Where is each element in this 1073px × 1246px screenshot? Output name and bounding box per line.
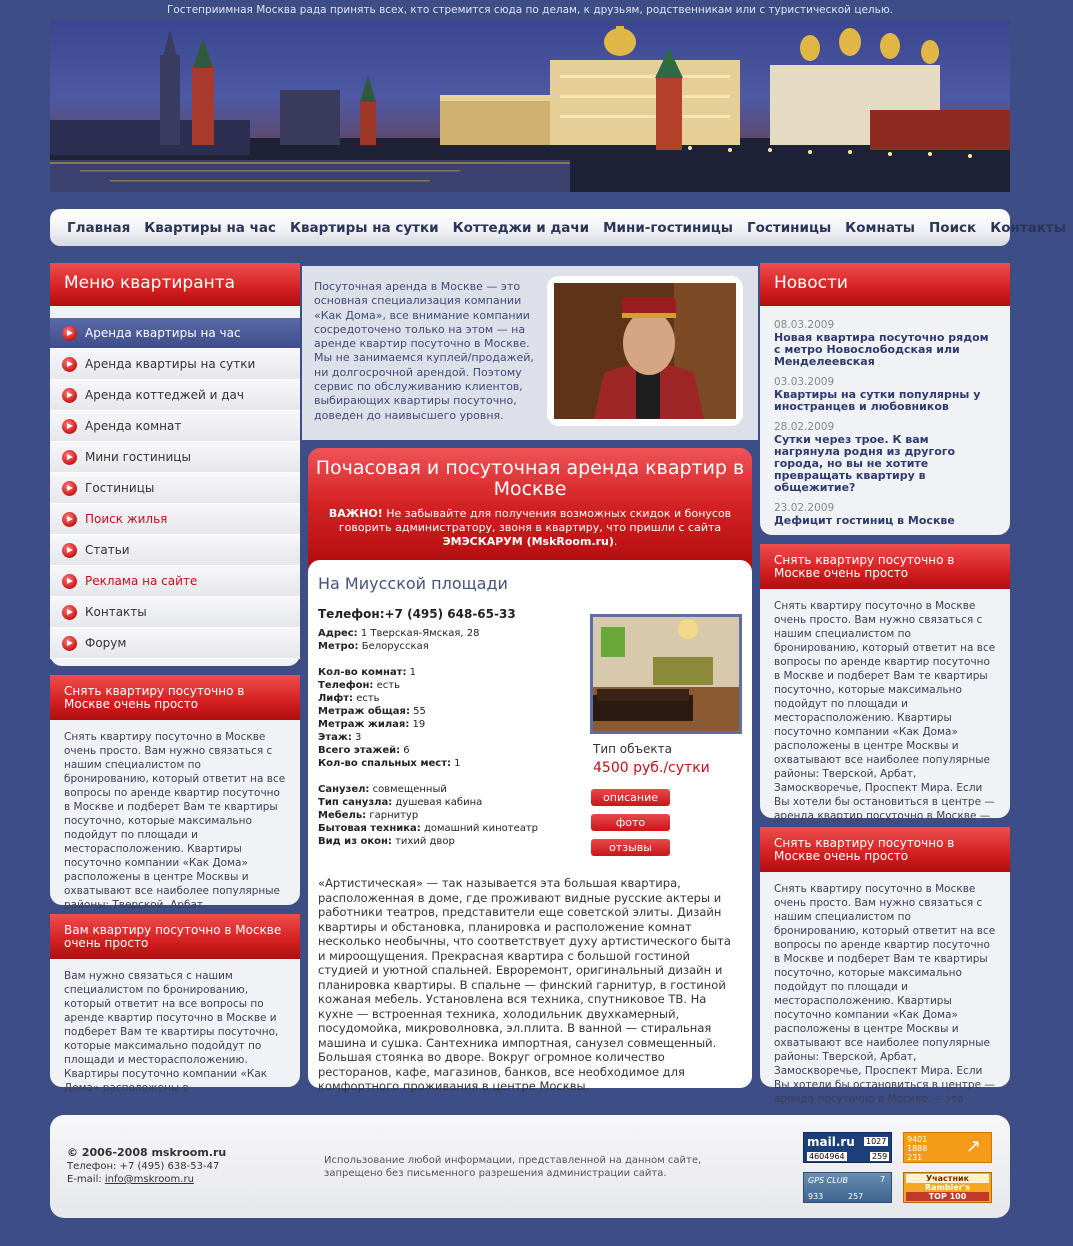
counter-value: 259 [872,1152,888,1161]
prop-row [318,679,588,692]
listing-properties [318,608,588,848]
menu-item-advertising[interactable] [50,566,300,597]
doorman-photo-frame [547,276,743,426]
prop-key: Адрес: [318,628,358,639]
prop-key: Этаж: [318,732,352,743]
prop-row [318,692,588,705]
price: 4500 руб./сутки [593,760,710,776]
news-link[interactable]: Новая квартира посуточно рядом с метро Новослободская или Менделеевская [774,331,989,368]
left-info-box-1-title: Снять квартиру посуточно в Москве очень просто [50,675,300,720]
news-item[interactable] [760,376,1010,413]
prop-value: есть [353,693,380,704]
listing-card [308,560,752,1093]
copyright-notice: Использование любой информации, представленной на данном сайте, запрещено без письменного разрешения администрации сайта. [324,1155,702,1179]
counter-value: 1888 [907,1144,928,1153]
prop-key: Вид из окон: [318,836,392,847]
news-link[interactable]: Квартиры на сутки популярны у иностранцев и любовников [774,388,981,413]
prop-value: тихий двор [391,836,455,847]
nav-mini-hotels[interactable]: Мини-гостиницы [603,219,733,236]
listing-phone [318,608,588,621]
menu-item-label: Реклама на сайте [85,574,198,588]
prop-row [318,783,588,796]
nav-home[interactable]: Главная [67,219,131,236]
liveinternet-counter[interactable] [903,1132,992,1163]
menu-item-cottages[interactable] [50,380,300,411]
reviews-button[interactable]: отзывы [591,839,670,856]
prop-value: 6 [400,745,410,756]
news-date: 03.03.2009 [774,376,835,388]
news-date: 28.02.2009 [774,421,835,433]
menu-item-label: Аренда квартиры на сутки [85,357,256,371]
page-headline: Почасовая и посуточная аренда квартир в Москве [315,457,745,500]
news-date: 23.02.2009 [774,502,835,514]
nav-contacts[interactable]: Контакты [990,219,1066,236]
arrow-bullet-icon [62,357,77,372]
menu-item-contacts[interactable] [50,597,300,628]
menu-item-label: Форум [85,636,127,650]
important-notice [308,500,752,549]
news-link[interactable]: Сутки через трое. К вам нагрянула родня из другого города, но вы не хотите превращать квартиру в общежитие? [774,433,956,494]
news-item[interactable] [760,502,1010,527]
prop-key: Кол-во комнат: [318,667,407,678]
prop-key: Бытовая техника: [318,823,421,834]
intro-text: Посуточная аренда в Москве — это основная специализация компании «Как Дома», все внимание компании сосредоточено только на этом — на аренде квартир посуточно в Москве. Мы не занимаемся куплей/продажей, ни долгосрочной арендой. Поэтому сервис по обслуживанию клиентов, выбирающих квартиры посуточно, доведен до наивысшего уровня. [314,280,534,422]
listing-title: На Миусской площади [318,574,508,593]
menu-item-housing-search[interactable] [50,504,300,535]
left-info-box-2-text: Вам нужно связаться с нашим специалистом по бронированию, который ответит на все вопросы по аренде квартир посуточно в Москве и подберет Вам те квартиры посуточно, которые максимально подойдут по площади и месторасположению. Квартиры посуточно компании «Как Дома» расположены в [64,970,279,1094]
arrow-bullet-icon [62,481,77,496]
menu-item-daily[interactable] [50,349,300,380]
right-info-box-1-text: Снять квартиру посуточно в Москве очень просто. Вам нужно связаться с нашим специалистом по бронированию, который ответит на все вопросы по аренде квартир посуточно в Москве и подберет Вам те квартиры посуточно, которые максимально подойдут по площади и месторасположению. Квартиры посуточно компании «Как Дома» расположены в центре Москвы и охватывают все наиболее популярные районы: Тверской, Арбат, Замоскворечье, Проспект Мира. Если Вы хотели бы остановиться в центре — аренда квартир посуточно в Москве — [774,600,996,822]
right-info-box-1 [760,544,1010,822]
news-item[interactable] [760,421,1010,494]
mailru-counter[interactable] [803,1132,892,1163]
news-title: Новости [760,263,1010,306]
gpsclub-logo: GPS CLUB [808,1176,849,1185]
main-nav [50,209,1066,246]
footer [50,1115,1010,1218]
prop-row [318,744,588,757]
prop-value: 3 [351,732,362,743]
news-date: 08.03.2009 [774,319,835,331]
nav-hotels[interactable]: Гостиницы [747,219,832,236]
menu-item-rooms[interactable] [50,411,300,442]
right-info-box-2 [760,827,1010,1105]
header-banner [50,20,1010,192]
counter-value: 9401 [907,1135,928,1144]
nav-cottages[interactable]: Коттеджи и дачи [452,219,590,236]
prop-value: 19 [409,719,426,730]
right-info-box-2-title: Снять квартиру посуточно в Москве очень просто [760,827,1010,872]
kremlin-night-illustration [50,20,1010,192]
menu-item-label: Контакты [85,605,147,619]
menu-item-label: Гостиницы [85,481,155,495]
menu-item-mini-hotels[interactable] [50,442,300,473]
email-link[interactable]: info@mskroom.ru [104,1174,194,1185]
footer-phone: Телефон: +7 (495) 638-53-47 [67,1161,220,1172]
prop-key: Метраж жилая: [318,719,410,730]
photo-button[interactable]: фото [591,814,670,831]
left-info-box-1 [50,675,300,911]
notice-bold: ВАЖНО! [328,507,383,520]
prop-key: Санузел: [318,784,370,795]
headline-banner [308,448,752,568]
nav-daily-apartments[interactable]: Квартиры на сутки [289,219,439,236]
prop-key: Метро: [318,641,359,652]
rambler-top100-counter[interactable] [903,1172,992,1203]
menu-item-label: Мини гостиницы [85,450,191,464]
gpsclub-counter[interactable] [803,1172,892,1203]
right-info-box-2-text: Снять квартиру посуточно в Москве очень просто. Вам нужно связаться с нашим специалистом по бронированию, который ответит на все вопросы по аренде квартир посуточно в Москве и подберет Вам те квартиры посуточно, которые максимально подойдут по площади и месторасположению. Квартиры посуточно компании «Как Дома» расположены в центре Москвы и охватывают все наиболее популярные районы: Тверской, Арбат, Замоскворечье, Проспект Мира. Если Вы хотели бы остановиться в центре — аренда посуточно в Москве — это [774,883,996,1105]
arrow-bullet-icon [62,574,77,589]
tenant-menu [50,306,300,659]
prop-value: душевая кабина [392,797,483,808]
prop-value: 1 [451,758,461,769]
prop-key: Метраж общая: [318,706,410,717]
prop-value: совмещенный [369,784,447,795]
menu-item-label: Аренда коттеджей и дач [85,388,244,402]
prop-row [318,796,588,809]
prop-row [318,822,588,835]
left-info-box-2-title: Вам квартиру посуточно в Москве очень просто [50,914,300,959]
prop-value: 55 [409,706,426,717]
prop-value: гарнитур [366,810,419,821]
news-item[interactable] [760,319,1010,368]
phone-value: +7 (495) 648-65-33 [384,607,516,621]
notice-site: ЭМЭСКАРУМ (MskRoom.ru) [442,535,614,548]
prop-row [318,666,588,679]
arrow-up-right-icon: ↗ [965,1136,981,1157]
prop-row [318,731,588,744]
left-info-box-2 [50,914,300,1094]
prop-row [318,835,588,848]
tenant-menu-title: Меню квартиранта [50,263,300,306]
menu-item-label: Статьи [85,543,130,557]
prop-key: Мебель: [318,810,367,821]
arrow-bullet-icon [62,512,77,527]
prop-key: Телефон: [318,680,374,691]
email-label: E-mail: [67,1174,105,1185]
menu-item-articles[interactable] [50,535,300,566]
prop-row [318,718,588,731]
prop-value: 1 [406,667,417,678]
phone-label: Телефон: [318,607,385,621]
prop-key: Всего этажей: [318,745,401,756]
tenant-menu-panel [50,263,300,666]
prop-key: Тип санузла: [318,797,393,808]
left-info-box-1-text: Снять квартиру посуточно в Москве очень просто. Вам нужно связаться с нашим специалистом по бронированию, который ответит на все вопросы по аренде квартир посуточно в Москве и подберет Вам те квартиры посуточно, которые максимально подойдут по площади и месторасположению. Квартиры посуточно компании «Как Дома» расположены в центре Москвы и охватывают все наиболее популярные районы: Тверской, Арбат, [64,731,286,911]
counter-value: 933 [808,1192,824,1201]
nav-search[interactable]: Поиск [929,219,977,236]
news-panel [760,263,1010,535]
arrow-bullet-icon [62,450,77,465]
prop-row [318,627,588,640]
right-info-box-1-title: Снять квартиру посуточно в Москве очень просто [760,544,1010,589]
prop-key: Кол-во спальных мест: [318,758,451,769]
arrow-bullet-icon [62,388,77,403]
prop-row [318,809,588,822]
prop-value: домашний кинотеатр [420,823,539,834]
menu-item-hotels[interactable] [50,473,300,504]
rambler-line-2: Rambler's [925,1183,970,1192]
counter-value: 1027 [866,1137,887,1146]
apartment-photo[interactable] [590,614,742,734]
prop-value: 1 Тверская-Ямская, 28 [357,628,480,639]
footer-contacts [67,1146,226,1186]
counter-value: 4604964 [809,1152,845,1161]
notice-text: Не забывайте для получения возможных скидок и бонусов говорить администратору, звоня в квартиру, что пришли с сайта [338,507,732,534]
rambler-line-3: TOP 100 [906,1192,989,1201]
copyright: © 2006-2008 mskroom.ru [67,1146,227,1159]
menu-item-forum[interactable] [50,628,300,659]
arrow-bullet-icon [62,419,77,434]
prop-value: есть [373,680,400,691]
menu-item-label: Аренда квартиры на час [85,326,241,340]
arrow-bullet-icon [62,326,77,341]
menu-item-hourly[interactable] [50,318,300,349]
prop-row [318,757,588,770]
object-type-label: Тип объекта [593,742,672,756]
nav-rooms[interactable]: Комнаты [845,219,915,236]
counter-value: 7 [880,1175,886,1184]
mailru-logo: mail.ru [807,1135,855,1149]
listing-description: «Артистическая» — так называется эта большая квартира, расположенная в доме, где проживают видные русские актеры и работники театров, представители еще советской элиты. Дизайн квартиры и обстановка, планировка и расположение комнат несколько необычны, что соответствует духу артистического быта и мироощущения. Прекрасная квартира с большой гостиной студией и уютной спальней. Евроремонт, оригинальный дизайн и планировка квартиры. В спальне — финский гарнитур, в гостиной кожаная мебель. Установлена вся техника, спутниковое ТВ. На кухне — встроенная техника, холодильник двухкамерный, посудомойка, микроволновка, эл.плита. В ванной — стиральная машина и сушка. Сантехника импортная, санузел совмещенный. Большая стоянка во дворе. Вокруг огромное количество ресторанов, кафе, магазинов, банков, все необходимое для комфортного проживания в центре Москвы. [318,876,731,1093]
rambler-line-1: Участник [906,1174,989,1183]
notice-end: . [613,535,618,548]
doorman-photo [554,283,736,419]
arrow-bullet-icon [62,605,77,620]
news-link[interactable]: Дефицит гостиниц в Москве [774,514,955,527]
arrow-bullet-icon [62,543,77,558]
prop-row [318,705,588,718]
nav-hourly-apartments[interactable]: Квартиры на час [144,219,276,236]
menu-item-label: Аренда комнат [85,419,182,433]
prop-key: Лифт: [318,693,354,704]
menu-item-label: Поиск жилья [85,512,168,526]
prop-value: Белорусская [358,641,429,652]
top-tagline: Гостеприимная Москва рада принять всех, кто стремится сюда по делам, к друзьям, родственникам или с туристической целью. [166,4,894,16]
counter-value: 231 [907,1153,923,1162]
intro-block [302,266,758,440]
counter-value: 257 [848,1192,864,1201]
prop-row [318,640,588,653]
arrow-bullet-icon [62,636,77,651]
description-button[interactable]: описание [591,789,670,806]
